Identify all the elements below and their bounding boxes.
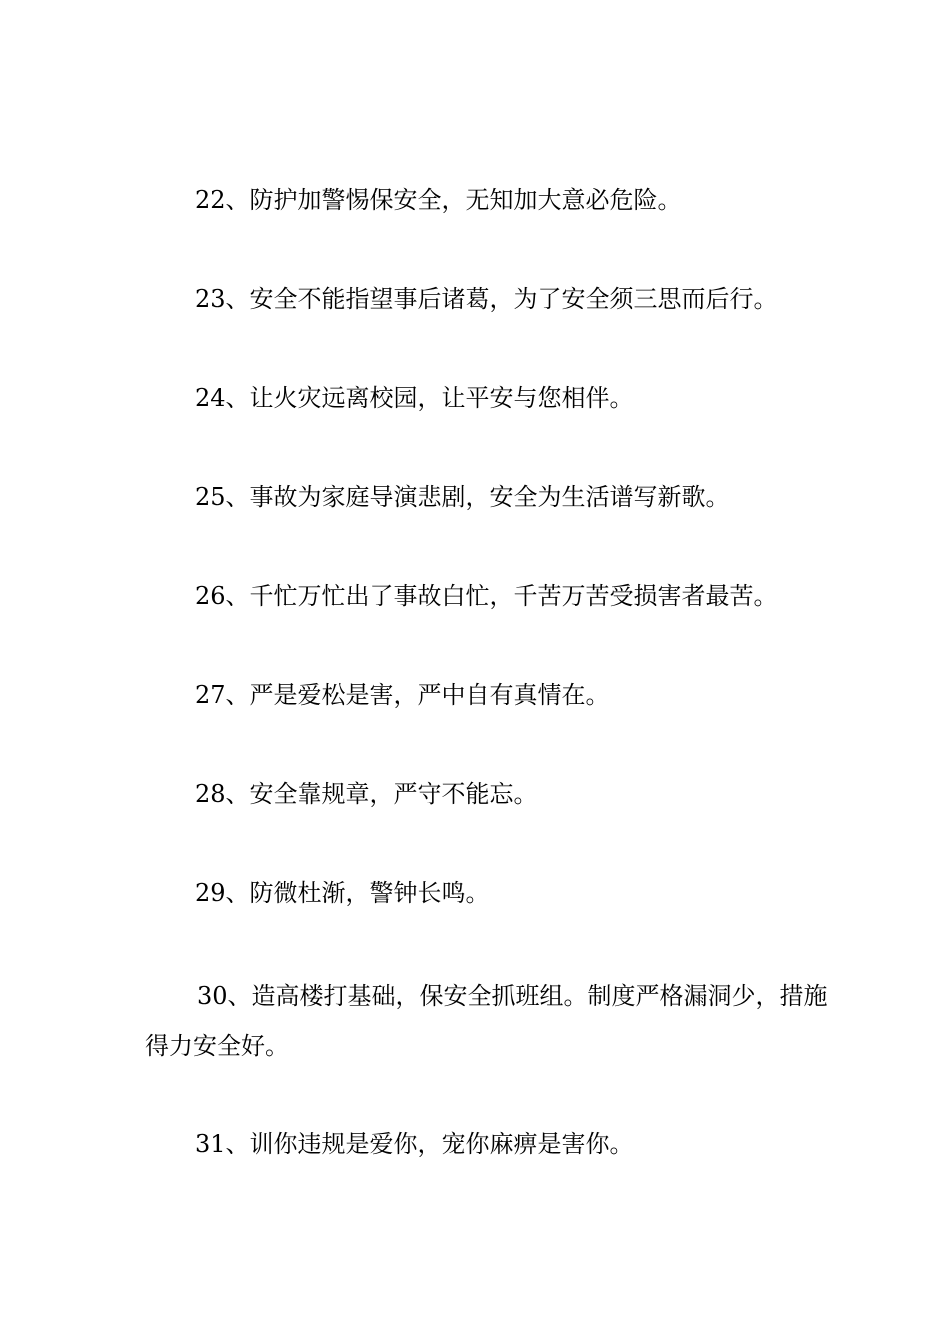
slogan-23: 23、安全不能指望事后诸葛，为了安全须三思而后行。 (195, 285, 778, 313)
slogan-24: 24、让火灾远离校园，让平安与您相伴。 (195, 384, 634, 412)
slogan-28: 28、安全靠规章，严守不能忘。 (195, 780, 538, 808)
slogan-27: 27、严是爱松是害，严中自有真情在。 (195, 681, 610, 709)
slogan-25: 25、事故为家庭导演悲剧，安全为生活谱写新歌。 (195, 483, 730, 511)
slogan-30: 30、造高楼打基础，保安全抓班组。制度严格漏洞少，措施得力安全好。 (145, 982, 828, 1060)
slogan-29: 29、防微杜渐，警钟长鸣。 (195, 879, 490, 907)
slogan-22: 22、防护加警惕保安全，无知加大意必危险。 (195, 186, 682, 214)
slogan-26: 26、千忙万忙出了事故白忙，千苦万苦受损害者最苦。 (195, 582, 778, 610)
slogan-31: 31、训你违规是爱你，宠你麻痹是害你。 (195, 1130, 634, 1158)
